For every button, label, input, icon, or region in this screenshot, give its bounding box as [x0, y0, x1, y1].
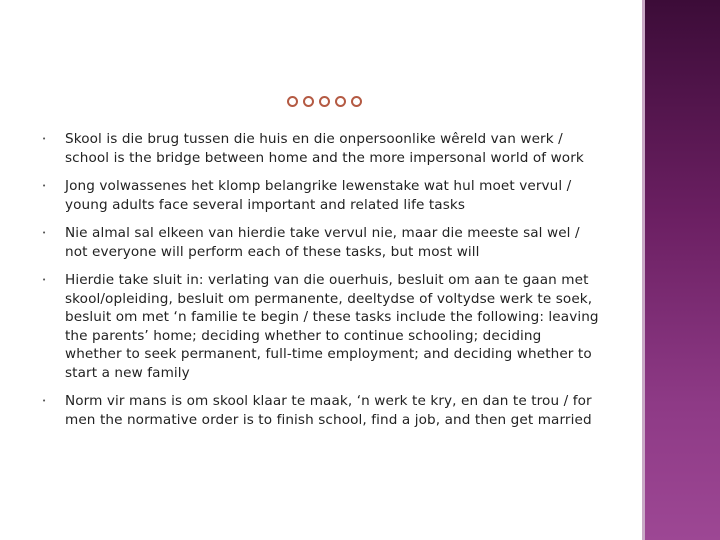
bullet-text: Nie almal sal elkeen van hierdie take vervul nie, maar die meeste sal wel / not everyone will perform each of these tasks, but most will	[65, 225, 580, 260]
decorative-side-band	[642, 0, 720, 540]
bullet-icon: •	[42, 276, 47, 284]
bullet-icon: •	[42, 229, 47, 237]
list-item	[42, 392, 602, 429]
decorative-dots	[287, 96, 362, 108]
bullet-text: Jong volwassenes het klomp belangrike lewenstake wat hul moet vervul / young adults face several important and related life tasks	[65, 178, 572, 213]
bullet-icon: •	[42, 182, 47, 190]
list-item	[42, 271, 602, 382]
circle-ornament-icon	[287, 96, 298, 107]
list-item	[42, 130, 602, 167]
list-item	[42, 224, 602, 261]
bullet-text: Norm vir mans is om skool klaar te maak, ‘n werk te kry, en dan te trou / for men the normative order is to finish school, find a job, and then get married	[65, 393, 592, 428]
bullet-text: Hierdie take sluit in: verlating van die ouerhuis, besluit om aan te gaan met skool/opleiding, besluit om permanente, deeltydse of voltydse werk te soek, besluit om met ‘n familie te begin / these tasks include the following: leaving the parents’ home; deciding whether to continue schooling; deciding whether to seek permanent, full-time employment; and deciding whether to start a new family	[65, 272, 599, 381]
circle-ornament-icon	[319, 96, 330, 107]
circle-ornament-icon	[335, 96, 346, 107]
bullet-text: Skool is die brug tussen die huis en die onpersoonlike wêreld van werk / school is the bridge between home and the more impersonal world of work	[65, 131, 584, 166]
bullet-icon: •	[42, 135, 47, 143]
circle-ornament-icon	[303, 96, 314, 107]
bullet-icon: •	[42, 397, 47, 405]
list-item	[42, 177, 602, 214]
bullet-list	[42, 130, 602, 439]
circle-ornament-icon	[351, 96, 362, 107]
